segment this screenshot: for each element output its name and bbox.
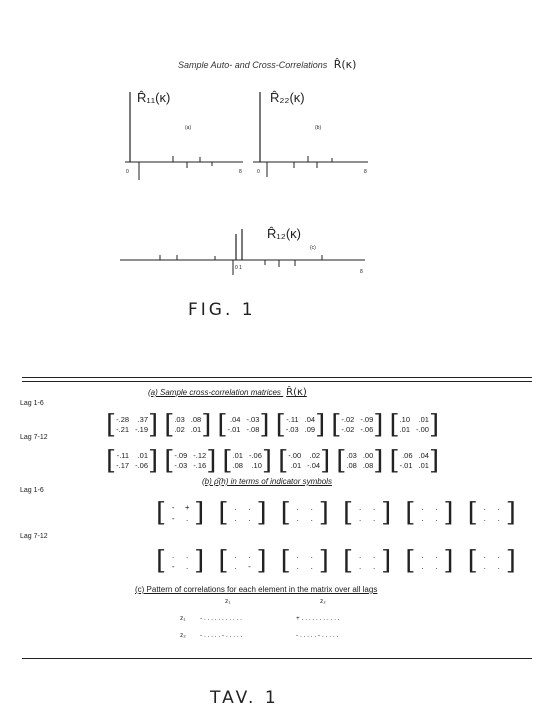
right-bracket: ] — [206, 446, 217, 476]
matrix-cell: . — [296, 551, 299, 560]
left-bracket: [ — [218, 546, 229, 576]
panel-a-label: R̂₁₁(κ) — [137, 90, 171, 105]
section-a-caption-text: (a) Sample cross-correlation matrices — [148, 388, 281, 397]
matrix-cell: .01 — [418, 415, 429, 424]
matrix-cell: -.01 — [399, 461, 413, 470]
matrix-cell: . — [483, 551, 486, 560]
matrix-cell: - — [171, 562, 175, 571]
left-bracket: [ — [164, 446, 175, 476]
matrix-cells — [228, 415, 260, 435]
right-bracket: ] — [315, 410, 326, 440]
indicator-matrix — [468, 500, 516, 526]
matrix-cell: . — [296, 503, 299, 512]
matrix-cell: -.06 — [360, 425, 374, 434]
right-bracket: ] — [505, 546, 516, 576]
matrix-cell: + — [184, 503, 190, 512]
matrix-cell: . — [372, 551, 376, 560]
tav-label: TAV. 1 — [210, 688, 279, 708]
matrix-cell: . — [296, 562, 299, 571]
matrix-cell: . — [483, 562, 486, 571]
indicator-matrix — [281, 500, 329, 526]
right-bracket: ] — [373, 446, 384, 476]
lag-label-b2: Lag 7-12 — [20, 533, 48, 540]
matrix-cell: - — [171, 514, 175, 523]
right-bracket: ] — [256, 498, 267, 528]
matrix-cell: . — [234, 503, 237, 512]
correlation-matrix — [389, 412, 439, 438]
left-bracket: [ — [106, 446, 117, 476]
indicator-matrix — [218, 548, 266, 574]
panel-a-axis-end: 8 — [239, 169, 242, 175]
matrix-cell: -.03 — [285, 425, 299, 434]
right-bracket: ] — [194, 498, 205, 528]
correlation-matrix — [336, 448, 383, 474]
pattern-table — [180, 598, 380, 649]
matrix-cell: . — [435, 562, 438, 571]
matrix-cell: . — [310, 503, 313, 512]
panel-c-axis-end: 8 — [360, 269, 363, 275]
pattern-row-label: z₂ — [180, 632, 186, 639]
matrix-cells — [174, 415, 201, 435]
matrix-cell: .10 — [251, 461, 262, 470]
left-bracket: [ — [275, 410, 286, 440]
matrix-cell: .01 — [399, 425, 411, 434]
matrix-cell: . — [172, 551, 175, 560]
matrix-cell: .01 — [290, 461, 302, 470]
matrix-cell: .01 — [137, 451, 149, 460]
matrix-cell: . — [248, 514, 251, 523]
figure-title — [178, 58, 356, 71]
matrix-cell: . — [186, 562, 189, 571]
matrix-cell: . — [310, 514, 313, 523]
matrix-cells — [415, 550, 443, 572]
matrix-cell: . — [497, 551, 500, 560]
indicator-matrix — [218, 500, 266, 526]
matrix-cell: -.04 — [307, 461, 321, 470]
left-bracket: [ — [164, 410, 175, 440]
matrix-cell: . — [372, 514, 376, 523]
panel-b-tag: (b) — [315, 125, 322, 131]
matrix-cell: . — [483, 514, 486, 523]
indicator-matrix — [281, 548, 329, 574]
panel-c-tag: (c) — [310, 245, 316, 251]
matrix-cell: -.06 — [248, 451, 262, 460]
left-bracket: [ — [222, 446, 233, 476]
matrix-cell: . — [421, 562, 424, 571]
right-bracket: ] — [320, 446, 331, 476]
right-bracket: ] — [428, 410, 440, 440]
section-a-caption — [148, 387, 307, 398]
matrix-cell: .04 — [418, 451, 429, 460]
matrix-cell: -.11 — [286, 415, 299, 424]
matrix-cells — [291, 550, 319, 572]
matrix-cell: . — [234, 562, 237, 571]
matrix-cell: . — [234, 514, 237, 523]
panel-a-plot — [115, 80, 250, 185]
lag-label-a2: Lag 7-12 — [20, 434, 48, 441]
matrix-row-lag-7-12 — [106, 448, 439, 474]
matrix-cell: . — [483, 503, 486, 512]
left-bracket: [ — [467, 546, 478, 576]
left-bracket: [ — [389, 410, 400, 440]
matrix-cells — [415, 502, 443, 524]
left-bracket: [ — [389, 446, 400, 476]
left-bracket: [ — [467, 498, 478, 528]
indicator-matrix — [343, 500, 391, 526]
matrix-cell: .03 — [346, 451, 357, 460]
matrix-cell: -.12 — [193, 451, 207, 460]
matrix-cell: - — [171, 503, 175, 512]
pattern-cell: - . . . . . - . . . . . — [296, 632, 339, 639]
panel-b-plot — [250, 80, 375, 185]
matrix-cell: . — [421, 514, 424, 523]
matrix-row-lag-1-6 — [106, 412, 439, 438]
left-bracket: [ — [342, 546, 354, 576]
matrix-cell: .04 — [304, 415, 316, 424]
matrix-cell: .09 — [304, 425, 316, 434]
pattern-col-z2: z₂ — [320, 598, 326, 605]
matrix-cell: -.08 — [246, 425, 260, 434]
panel-a-axis-zero: 0 — [126, 169, 129, 175]
matrix-cell: -.01 — [227, 425, 241, 434]
rule-top-2 — [22, 381, 532, 382]
matrix-cells — [478, 502, 506, 524]
matrix-cells — [288, 451, 320, 471]
matrix-cell: . — [310, 551, 313, 560]
matrix-cell: .01 — [418, 461, 429, 470]
symbol-row-lag-7-12 — [156, 548, 516, 574]
matrix-cell: -.16 — [193, 461, 207, 470]
matrix-cells — [233, 451, 262, 471]
matrix-cells — [400, 415, 429, 435]
matrix-cells — [346, 451, 373, 471]
matrix-cell: .10 — [399, 415, 411, 424]
figure-title-symbol: R̂(κ) — [333, 58, 357, 71]
section-c-caption: (c) Pattern of correlations for each element in the matrix over all lags — [135, 585, 378, 594]
left-bracket: [ — [342, 498, 354, 528]
correlation-matrix — [106, 412, 158, 438]
correlation-matrix — [389, 448, 439, 474]
panel-b-label: R̂₂₂(κ) — [270, 90, 305, 105]
right-bracket: ] — [201, 410, 212, 440]
right-bracket: ] — [443, 498, 454, 528]
right-bracket: ] — [194, 546, 205, 576]
matrix-cell: -.11 — [116, 451, 130, 460]
matrix-cell: -.17 — [116, 461, 130, 470]
left-bracket: [ — [156, 546, 167, 576]
right-bracket: ] — [259, 410, 270, 440]
matrix-cell: . — [296, 514, 299, 523]
left-bracket: [ — [405, 546, 416, 576]
fig-label: FIG. 1 — [188, 300, 256, 320]
right-bracket: ] — [318, 546, 329, 576]
matrix-cell: . — [372, 503, 376, 512]
matrix-cells — [116, 451, 148, 471]
left-bracket: [ — [331, 410, 342, 440]
pattern-header — [180, 598, 380, 610]
panel-b-axis-zero: 0 — [257, 169, 260, 175]
matrix-cells — [286, 415, 315, 435]
matrix-cell: . — [497, 562, 500, 571]
correlation-matrix — [276, 412, 326, 438]
right-bracket: ] — [256, 546, 267, 576]
matrix-cell: -.02 — [341, 415, 355, 424]
matrix-cell: . — [497, 503, 500, 512]
matrix-cells — [341, 415, 373, 435]
lag-label-b1: Lag 1-6 — [20, 487, 44, 494]
matrix-cells — [228, 502, 256, 524]
matrix-cell: . — [421, 503, 424, 512]
section-a-symbol: R̂(κ) — [286, 387, 307, 398]
panel-c-label: R̂₁₂(κ) — [267, 226, 301, 241]
matrix-cells — [116, 415, 148, 435]
matrix-cell: -.00 — [288, 451, 302, 460]
section-b-caption: (b) ρ̂(h) in terms of indicator symbols — [202, 477, 332, 486]
matrix-cell: .01 — [232, 451, 243, 460]
indicator-matrix — [343, 548, 391, 574]
indicator-matrix — [405, 548, 453, 574]
matrix-cell: -.06 — [135, 461, 149, 470]
matrix-cell: .08 — [362, 461, 374, 470]
matrix-cell: .03 — [174, 415, 185, 424]
right-bracket: ] — [148, 446, 159, 476]
matrix-cell: -.00 — [416, 425, 429, 434]
left-bracket: [ — [280, 546, 291, 576]
matrix-cells — [174, 451, 206, 471]
pattern-col-z1: z₁ — [225, 598, 231, 605]
matrix-cell: .01 — [190, 425, 202, 434]
matrix-cell: . — [248, 551, 251, 560]
pattern-row-z2 — [180, 632, 380, 649]
matrix-cells — [228, 550, 256, 572]
matrix-cell: .08 — [346, 461, 357, 470]
panel-c-plot — [115, 205, 375, 285]
panel-b-axis-end: 8 — [364, 169, 367, 175]
matrix-cell: .08 — [190, 415, 202, 424]
figure-title-text: Sample Auto- and Cross-Correlations — [178, 60, 328, 70]
correlation-matrix — [164, 412, 211, 438]
matrix-cell: .02 — [309, 451, 321, 460]
correlation-matrix — [217, 412, 269, 438]
matrix-cells — [478, 550, 506, 572]
matrix-cell: . — [435, 503, 438, 512]
left-bracket: [ — [336, 446, 347, 476]
rule-bottom — [22, 658, 532, 659]
matrix-cells — [400, 451, 429, 471]
pattern-cell: - . . . . . . . . . . . — [200, 615, 242, 622]
matrix-cell: -.02 — [341, 425, 355, 434]
matrix-cell: . — [234, 551, 237, 560]
matrix-cell: -.21 — [116, 425, 130, 434]
matrix-cell: . — [310, 562, 313, 571]
pattern-cell: - . . . . . - . . . . . — [200, 632, 243, 639]
indicator-matrix — [156, 500, 204, 526]
right-bracket: ] — [428, 446, 440, 476]
matrix-cells — [353, 502, 381, 524]
right-bracket: ] — [373, 410, 384, 440]
matrix-cell: . — [435, 551, 438, 560]
right-bracket: ] — [148, 410, 159, 440]
indicator-matrix — [468, 548, 516, 574]
matrix-cell: -.09 — [174, 451, 188, 460]
left-bracket: [ — [405, 498, 416, 528]
matrix-cell: .04 — [230, 415, 241, 424]
matrix-cell: . — [186, 514, 189, 523]
matrix-cell: .08 — [232, 461, 243, 470]
right-bracket: ] — [381, 498, 392, 528]
pattern-row-label: z₁ — [180, 615, 186, 622]
left-bracket: [ — [217, 410, 228, 440]
left-bracket: [ — [280, 498, 291, 528]
correlation-matrix — [222, 448, 272, 474]
matrix-cell: .02 — [174, 425, 185, 434]
rule-top — [22, 377, 532, 378]
right-bracket: ] — [318, 498, 329, 528]
right-bracket: ] — [381, 546, 392, 576]
pattern-cell: + . . . . . . . . . . . — [296, 615, 340, 622]
left-bracket: [ — [106, 410, 117, 440]
left-bracket: [ — [156, 498, 167, 528]
matrix-cell: -.28 — [116, 415, 130, 424]
left-bracket: [ — [218, 498, 229, 528]
panel-a-tag: (a) — [185, 125, 192, 131]
matrix-cell: .37 — [137, 415, 149, 424]
matrix-cell: . — [186, 551, 189, 560]
correlation-matrix — [331, 412, 383, 438]
matrix-cell: -.03 — [174, 461, 188, 470]
matrix-cells — [166, 502, 194, 524]
matrix-cells — [353, 550, 381, 572]
indicator-matrix — [405, 500, 453, 526]
matrix-cell: . — [435, 514, 438, 523]
right-bracket: ] — [505, 498, 516, 528]
matrix-cells — [166, 550, 194, 572]
matrix-cell: . — [248, 503, 251, 512]
matrix-cell: . — [358, 551, 362, 560]
indicator-matrix — [156, 548, 204, 574]
matrix-cell: . — [358, 562, 362, 571]
lag-label-a1: Lag 1-6 — [20, 400, 44, 407]
matrix-cell: -.19 — [135, 425, 149, 434]
matrix-cell: . — [358, 503, 362, 512]
left-bracket: [ — [278, 446, 289, 476]
right-bracket: ] — [443, 546, 454, 576]
correlation-matrix — [278, 448, 330, 474]
right-bracket: ] — [261, 446, 273, 476]
matrix-cell: . — [372, 562, 376, 571]
correlation-matrix — [106, 448, 158, 474]
pattern-row-z1 — [180, 615, 380, 632]
matrix-cell: . — [421, 551, 424, 560]
correlation-matrix — [164, 448, 216, 474]
matrix-cell: . — [497, 514, 500, 523]
matrix-cell: - — [248, 562, 251, 571]
panel-c-axis-zero: 0 1 — [235, 265, 242, 271]
matrix-cell: .00 — [362, 451, 374, 460]
symbol-row-lag-1-6 — [156, 500, 516, 526]
matrix-cell: -.03 — [246, 415, 260, 424]
matrix-cell: . — [358, 514, 362, 523]
matrix-cell: -.09 — [360, 415, 374, 424]
matrix-cells — [291, 502, 319, 524]
matrix-cell: .06 — [402, 451, 413, 460]
